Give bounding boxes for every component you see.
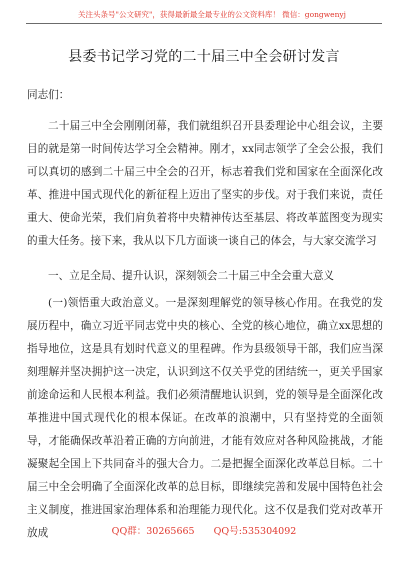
footer-qq-group: QQ群：30265665 (111, 526, 195, 537)
paragraph-intro: 二十届三中全会刚刚闭幕，我们就组织召开县委理论中心组会议，主要目的就是第一时间传达学习全会精神。刚才，xx同志领学了全会公报，我们可以真切的感到二十届三中全会的召开，标志着我们党和国家在全面深化改革、推进中国式现代化的新征程上迈出了坚实的步伐。对于我们来说，责任重大、使命光荣，我们肩负着将中央精神传达至基层、将改革蓝图变为现实的重大任务。接下来，我从以下几方面谈一谈自己的体会，与大家交流学习 (27, 120, 383, 247)
document-title: 县委书记学习党的二十届三中全会研讨发言 (68, 49, 340, 65)
paragraph-political-significance: (一)领悟重大政治意义。一是深刻理解党的领导核心作用。在我党的发展历程中，确立习近平同志党中央的核心、全党的核心地位，确立xx思想的指导地位，这是具有划时代意义的里程碑。作为县级领导干部，我们应当深刻理解并坚决拥护这一决定，认识到这不仅关乎党的团结统一，更关乎国家前途命运和人民根本利益。我们必须清醒地认识到，党的领导是全面深化改革推进中国式现代化的根本保证。在改革的浪潮中，只有坚持党的全面领导，才能确保改革沿着正确的方向前进，才能有效应对各种风险挑战，才能凝聚起全国上下共同奋斗的强大合力。二是把握全面深化改革总目标。二十届三中全会明确了全面深化改革的总目标，即继续完善和发展中国特色社会主义制度，推进国家治理体系和治理能力现代化。这不仅是我们党对改革开放成 (27, 297, 383, 539)
header-promo-note: 关注头条号"公文研究"，获得最新最全最专业的公文资料库！ 微信：gongwenyj (78, 10, 346, 19)
header-divider (26, 23, 382, 24)
footer-qq-number: QQ号:535304092 (213, 526, 297, 537)
footer-contacts (0, 526, 408, 538)
section-heading: 一、立足全局、提升认识，深刻领会二十届三中全会重大意义 (48, 270, 335, 282)
salutation: 同志们： (27, 89, 70, 101)
